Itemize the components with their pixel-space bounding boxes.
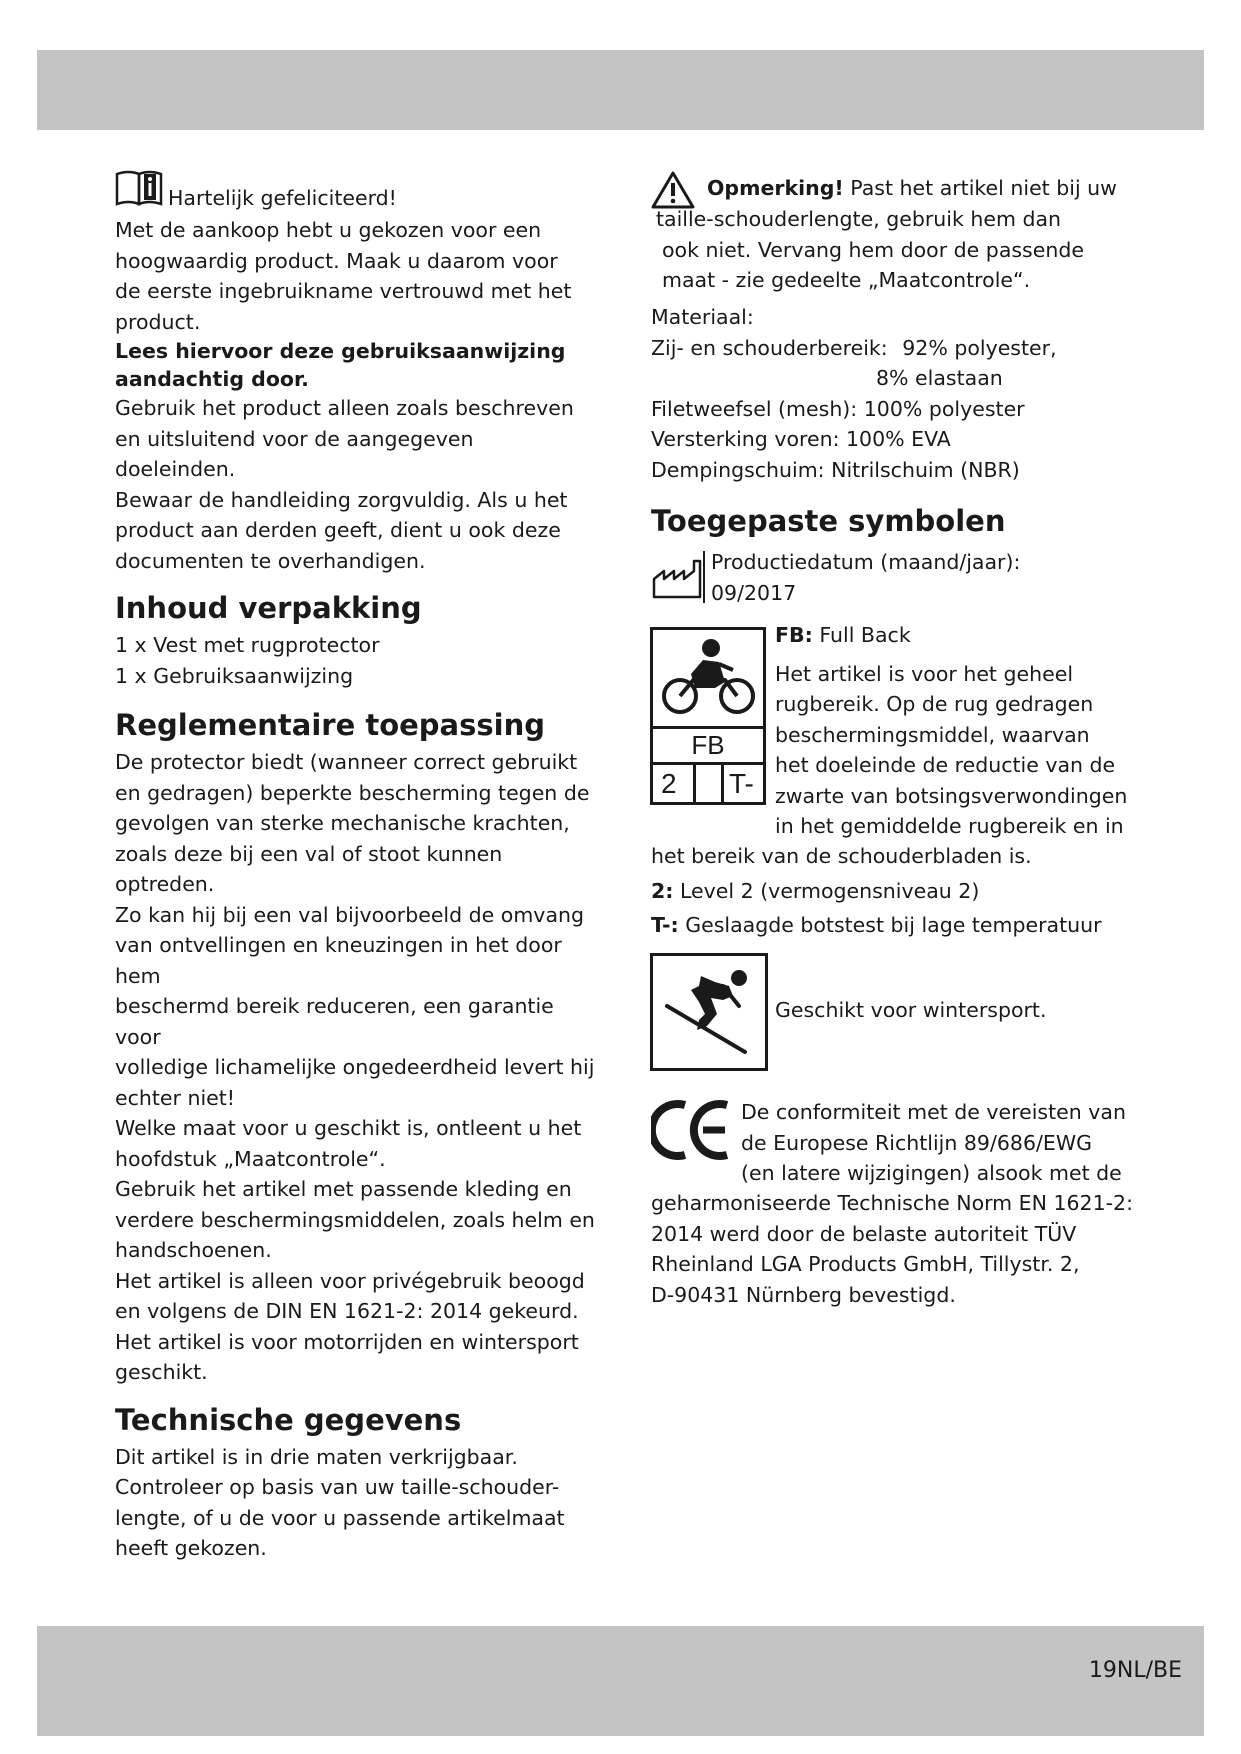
material-block: [651, 302, 1131, 485]
temp-key: T-:: [651, 913, 679, 937]
use-line: gevolgen van sterke mechanische krachten,: [115, 811, 570, 835]
production-label: Productiedatum (maand/jaar):: [711, 550, 1021, 574]
material-line: Filetweefsel (mesh): 100% polyester: [651, 396, 1025, 421]
intro-line: hoogwaardig product. Maak u daarom voor: [115, 248, 558, 273]
intro-line: Met de aankoop hebt u gekozen voor een: [115, 218, 542, 242]
factory-icon: [651, 557, 703, 599]
divider: [693, 762, 696, 802]
contents-item: 1 x Vest met rugprotector: [115, 633, 380, 657]
divider: [653, 762, 763, 765]
note-line: taille-schouderlengte, gebruik hem dan: [656, 207, 1062, 231]
fb-desc-full: [651, 841, 1131, 941]
use-line: zoals deze bij een val of stoot kunnen optreden.: [115, 841, 503, 896]
note-label: Opmerking!: [707, 176, 844, 200]
skier-icon: [653, 956, 765, 1068]
header-bar: [37, 50, 1204, 130]
intro-bold-line: Lees hiervoor deze gebruiksaanwijzing: [115, 339, 566, 363]
note-first-line: [707, 173, 1117, 204]
material-side-2: 8% elastaan: [876, 366, 1003, 390]
intro-bold-line: aandachtig door.: [115, 367, 309, 391]
ce-line: De conformiteit met de vereisten van: [741, 1100, 1126, 1124]
use-heading: Reglementaire toepassing: [115, 708, 545, 742]
divider: [721, 762, 724, 802]
use-line: geschikt.: [115, 1360, 208, 1384]
ce-line: geharmoniseerde Technische Norm EN 1621-2:: [651, 1191, 1133, 1215]
fb-temp: T-: [729, 768, 754, 799]
tech-heading: Technische gegevens: [115, 1402, 462, 1437]
fb-desc-line: rugbereik. Op de rug gedragen: [775, 692, 1094, 716]
note-rest: [656, 204, 1122, 296]
fb-level: 2: [661, 768, 677, 799]
material-side: [651, 333, 1131, 364]
page-number: 19NL/BE: [1088, 1658, 1182, 1683]
intro-line: product.: [115, 309, 201, 334]
greeting: Hartelijk gefeliciteerd!: [168, 186, 397, 210]
winter-text: Geschikt voor wintersport.: [775, 998, 1047, 1022]
tech-line: lengte, of u de voor u passende artikelmaat: [115, 1505, 565, 1530]
intro2-line: Gebruik het product alleen zoals beschreven: [115, 396, 574, 420]
contents-item: 1 x Gebruiksaanwijzing: [115, 663, 354, 688]
tech-line: Dit artikel is in drie maten verkrijgbaar.: [115, 1444, 518, 1469]
intro2-line: product aan derden geeft, dient u ook deze: [115, 518, 561, 542]
use-line: Het artikel is alleen voor privégebruik beoogd: [115, 1268, 585, 1293]
material-label: Materiaal:: [651, 305, 754, 329]
note-line: maat - zie gedeelte „Maatcontrole“.: [662, 268, 1031, 292]
ce-line: D-90431 Nürnberg bevestigd.: [651, 1282, 956, 1307]
use-line: Gebruik het artikel met passende kleding en: [115, 1177, 572, 1201]
fb-desc-line: Het artikel is voor het geheel: [775, 661, 1074, 686]
fb-text: [775, 620, 1135, 842]
use-line: Zo kan hij bij een val bijvoorbeeld de omvang: [115, 902, 585, 927]
production-date: 09/2017: [711, 580, 797, 605]
ce-mark-icon: [651, 1097, 733, 1163]
left-column: [115, 215, 595, 1564]
fb-title: Full Back: [819, 623, 911, 647]
note-line: ook niet. Vervang hem door de passende: [662, 237, 1084, 262]
material-side-1: 92% polyester,: [902, 335, 1057, 360]
use-line: Het artikel is voor motorrijden en wintersport: [115, 1329, 579, 1354]
tech-line: heeft gekozen.: [115, 1536, 267, 1560]
fb-desc-line: het bereik van de schouderbladen is.: [651, 844, 1032, 868]
winter-sport-pictogram: [650, 953, 768, 1071]
motorcycle-rider-icon: [653, 630, 763, 728]
ce-line: Rheinland LGA Products GmbH, Tillystr. 2,: [651, 1252, 1080, 1276]
material-side-label: Zij- en schouderbereik:: [651, 335, 888, 360]
use-line: beschermd bereik reduceren, een garantie voor: [115, 994, 554, 1049]
use-line: hoofdstuk „Maatcontrole“.: [115, 1146, 386, 1171]
fb-pictogram: [650, 627, 766, 805]
read-manual-icon: [115, 168, 165, 206]
divider: [703, 551, 705, 603]
ce-short: [741, 1097, 1141, 1189]
use-line: en volgens de DIN EN 1621-2: 2014 gekeurd.: [115, 1299, 579, 1323]
footer-bar: [37, 1626, 1204, 1736]
temp-text: Geslaagde botstest bij lage temperatuur: [685, 913, 1102, 937]
note-first: Past het artikel niet bij uw: [850, 176, 1117, 200]
material-line: Dempingschuim: Nitrilschuim (NBR): [651, 457, 1020, 482]
fb-desc-line: zwarte van botsingsverwondingen: [775, 783, 1128, 808]
use-line: handschoenen.: [115, 1238, 272, 1262]
tech-line: Controleer op basis van uw taille-schouder-: [115, 1475, 560, 1499]
ce-line: 2014 werd door de belaste autoriteit TÜV: [651, 1221, 1077, 1246]
use-line: Welke maat voor u geschikt is, ontleent u het: [115, 1116, 582, 1140]
material-line: Versterking voren: 100% EVA: [651, 427, 951, 451]
fb-desc-line: beschermingsmiddel, waarvan: [775, 722, 1090, 747]
use-line: verdere beschermingsmiddelen, zoals helm en: [115, 1207, 595, 1232]
fb-desc-line: in het gemiddelde rugbereik en in: [775, 814, 1124, 838]
ce-line: de Europese Richtlijn 89/686/EWG: [741, 1130, 1093, 1155]
use-line: echter niet!: [115, 1085, 236, 1110]
symbols-heading: Toegepaste symbolen: [651, 504, 1006, 538]
level-text: Level 2 (vermogensniveau 2): [680, 878, 980, 903]
use-line: en gedragen) beperkte bescherming tegen de: [115, 780, 590, 805]
level-key: 2:: [651, 878, 674, 903]
fb-desc-line: het doeleinde de reductie van de: [775, 753, 1116, 777]
production-block: [711, 547, 1020, 608]
fb-label: FB: [691, 730, 725, 760]
intro2-line: en uitsluitend voor de aangegeven doeleinden.: [115, 426, 474, 481]
contents-heading: Inhoud verpakking: [115, 591, 422, 625]
intro2-line: Bewaar de handleiding zorgvuldig. Als u het: [115, 487, 568, 512]
fb-key: FB:: [775, 623, 813, 647]
use-line: van ontvellingen en kneuzingen in het door hem: [115, 933, 562, 988]
ce-line: (en latere wijzigingen) alsook met de: [741, 1161, 1122, 1185]
intro2-line: documenten te overhandigen.: [115, 548, 426, 573]
use-line: volledige lichamelijke ongedeerdheid levert hij: [115, 1055, 595, 1079]
ce-full: [651, 1188, 1141, 1310]
intro-line: de eerste ingebruikname vertrouwd met het: [115, 279, 572, 303]
use-line: De protector biedt (wanneer correct gebruikt: [115, 750, 578, 774]
